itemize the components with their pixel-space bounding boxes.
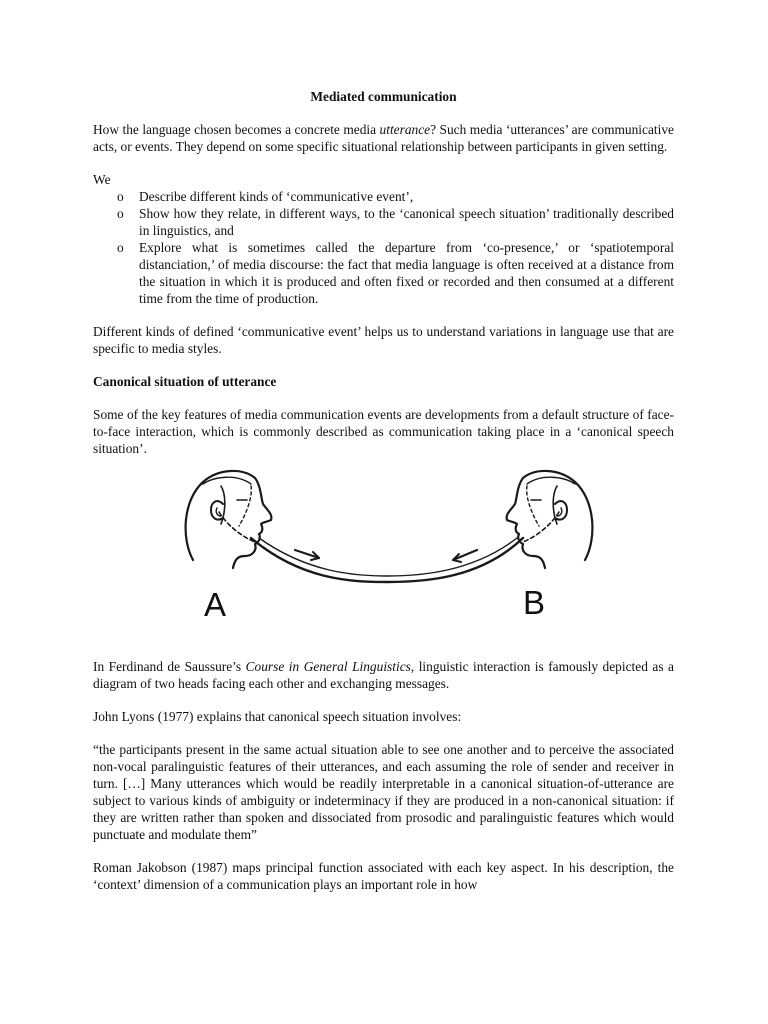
saussure-paragraph — [93, 658, 674, 692]
list-item — [93, 239, 674, 307]
two-heads-illustration — [181, 464, 601, 594]
intro-text-end: ? Such media ‘utterances’ are communicative acts, or events. They depend on some specific situational relationship between participants in given setting. — [93, 122, 674, 154]
bullet-list — [93, 188, 674, 307]
jakobson-paragraph: Roman Jakobson (1987) maps principal function associated with each key aspect. In his description, the ‘context’ dimension of a communication plays an important role in how — [93, 860, 674, 892]
head-b-drawing — [507, 471, 593, 568]
bullet-marker: o — [117, 206, 124, 221]
communicative-event-paragraph: Different kinds of defined ‘communicative event’ helps us to understand variations in language use that are specific to media styles. — [93, 324, 674, 356]
label-a: A — [204, 586, 227, 623]
we-line: We — [93, 172, 111, 187]
section-heading: Canonical situation of utterance — [93, 374, 277, 389]
saussure-speech-circuit-figure — [93, 464, 674, 648]
saussure-text-end: , linguistic interaction is famously depicted as a diagram of two heads facing each other and exchanging messages. — [93, 659, 674, 691]
lyons-quote: “the participants present in the same actual situation able to see one another and to perceive the associated non-vocal paralinguistic features of their utterances, and each assuming the role of sender and receiver in turn. […] Many utterances which would be readily interpretable in a canonical situation-of-utterance are subject to various kinds of ambiguity or indeterminacy if they are produced in a non-canonical situation: if they are written rather than spoken and dissociated from prosodic and paralinguistic features which would punctuate and modulate them” — [93, 742, 674, 842]
document-title: Mediated communication — [310, 89, 457, 104]
speech-circuit-curve-inner — [259, 538, 517, 576]
list-item — [93, 205, 674, 239]
intro-emphasis: utterance — [379, 122, 431, 137]
label-b: B — [523, 584, 546, 621]
list-item-text: Show how they relate, in different ways, to the ‘canonical speech situation’ traditionally described in linguistics, and — [139, 206, 674, 238]
head-a-drawing — [186, 471, 272, 568]
lyons-intro: John Lyons (1977) explains that canonical speech situation involves: — [93, 709, 462, 724]
intro-paragraph — [93, 121, 674, 155]
bullet-marker: o — [117, 189, 124, 204]
list-item-text: Describe different kinds of ‘communicative event’, — [139, 189, 414, 204]
bullet-marker: o — [117, 240, 124, 255]
arrow-right-icon — [295, 550, 319, 560]
list-item-text: Explore what is sometimes called the departure from ‘co-presence,’ or ‘spatiotemporal distanciation,’ of media discourse: the fact that media language is often received at a distance from the situation in which it is produced and often fixed or recorded and then consumed at a different time from the time of production. — [139, 240, 674, 306]
saussure-text-start: In Ferdinand de Saussure’s — [93, 659, 246, 674]
key-features-paragraph: Some of the key features of media communication events are developments from a default structure of face-to-face interaction, which is commonly described as communication taking place in a ‘canonical speech situation’. — [93, 407, 674, 456]
document-body — [93, 88, 674, 893]
arrow-left-icon — [453, 550, 477, 562]
saussure-book-title: Course in General Linguistics — [245, 659, 411, 674]
list-item — [93, 188, 674, 205]
intro-text-start: How the language chosen becomes a concrete media — [93, 122, 380, 137]
